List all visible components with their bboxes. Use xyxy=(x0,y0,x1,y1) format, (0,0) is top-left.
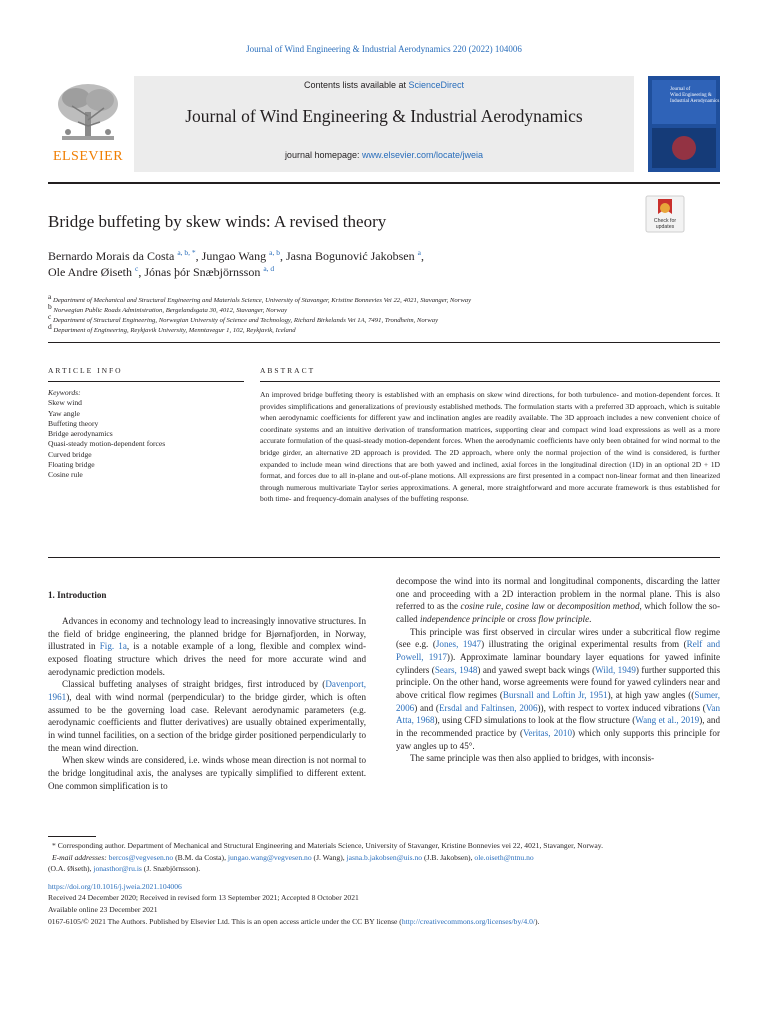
citation-link[interactable]: Fig. 1a xyxy=(99,641,127,652)
author-name: , Jónas þór Snæbjörnsson xyxy=(138,265,264,279)
author-affil-link[interactable]: a xyxy=(417,248,421,257)
email-line-1 xyxy=(48,852,720,864)
author-name: , Jasna Bogunović Jakobsen xyxy=(279,249,418,263)
citation-link[interactable]: Wild, 1949 xyxy=(595,664,636,675)
journal-homepage-link[interactable]: www.elsevier.com/locate/jweia xyxy=(362,150,484,160)
journal-title: Journal of Wind Engineering & Industrial Aerodynamics xyxy=(185,106,583,126)
abstract-text: An improved bridge buffeting theory is established with an emphasis on skew wind directions, for both turbulence- and motion-dependent forces. It provides simplifications and generalizations of previously established methods. The formulation starts with a preferred 3D approach, which is suitable when aerodynamic coefficients for different yaw and inclination angles are readily available. The 3D approach includes a new convenient choice of coordinate systems and an intuitive derivation of transformation matrices, supporting clear and compact wind load expressions as well as a more accurate formulation of the quasi-steady motion-dependent forces. When the aerodynamic coefficients have only been obtained for wind normal to the bridge girder, an alternative 2D approach is provided. The 2D approach, where only the normal projection of the wind is considered, is further expanded to include mean wind directions that are both yawed and inclined, axial forces in the longitudinal direction (1D) in an optional 2D + 1D format, and forces due to all in-plane and out-of-plane motions. All expressions are first presented in a compact non-linear format and then linearized through numerous multivariate Taylor series approximations. A general, more straightforward and more accurate framework is thus established for both time- and frequency-domain analyses of the buffeting response. xyxy=(260,390,720,504)
body-paragraph: decompose the wind into its normal and longitudinal components, discarding the latter one and proceeding with a 2D interaction problem in the normal plane. This is also referred to as the cosine rule, cosine law or decomposition method, which follow the so-called independence principle or cross flow principle. xyxy=(396,576,721,624)
citation-link[interactable]: Veritas, 2010 xyxy=(523,727,572,738)
email-owner: (J. Wang), xyxy=(311,852,347,862)
author-name: Bernardo Morais da Costa xyxy=(48,249,178,263)
license-link[interactable]: http://creativecommons.org/licenses/by/4.0/ xyxy=(401,916,535,926)
affiliation-rule xyxy=(48,342,720,343)
email-owner: (J. Snæbjörnsson). xyxy=(141,864,201,874)
cover-title-line-1: Journal of xyxy=(670,87,691,92)
homepage-line xyxy=(134,150,634,160)
body-paragraph: This principle was first observed in circular wires under a subcritical flow regime (see e.g. (Jones, 1947) illustrating the original experimental results from (Relf and Powell, 1917)). Approximate laminar boundary layer equations for yawed infinite cylinders (Sears, 1948) and yawed swept back wings (Wild, 1949) further supported this principle. On the other hand, worse agreements were found for yawed cylinders near and above critical flow regimes (Bursnall and Loftin Jr, 1951), at high yaw angles ((Sumer, 2006) and (Ersdal and Faltinsen, 2006)), with respect to vortex induced vibrations (Van Atta, 1968), using CFD simulations to look at the flow structure (Wang et al., 2019), and in the recommended practice by (Veritas, 2010) which only supports this principle for yaw angles up to 45°. xyxy=(396,626,720,751)
body-column-left xyxy=(48,615,366,792)
author-affil-link[interactable]: a, b, * xyxy=(177,248,196,257)
author-name: , Jungao Wang xyxy=(195,249,270,263)
author-list-line-2 xyxy=(48,264,274,280)
email-link[interactable]: jasna.b.jakobsen@uis.no xyxy=(346,852,423,862)
sciencedirect-link[interactable]: ScienceDirect xyxy=(408,80,465,90)
citation-link[interactable]: Relf and Powell, 1917 xyxy=(396,639,720,662)
email-link[interactable]: jonasthor@ru.is xyxy=(93,864,142,874)
keyword-item: Yaw angle xyxy=(48,408,80,418)
citation-link[interactable]: Davenport, 1961 xyxy=(48,679,366,702)
available-online-date: Available online 23 December 2021 xyxy=(48,904,158,914)
author-affil-link[interactable]: a, b xyxy=(269,248,280,257)
citation-link[interactable]: Sears, 1948 xyxy=(434,664,478,675)
affiliation-marker: b xyxy=(48,302,52,311)
body-column-right xyxy=(396,575,720,765)
contents-line xyxy=(134,80,634,90)
article-info-heading: ARTICLE INFO xyxy=(48,366,123,375)
keyword-item: Cosine rule xyxy=(48,470,83,480)
affiliation-marker: c xyxy=(48,312,52,321)
affiliation-text: Norwegian Public Roads Administration, Bergelandsgata 30, 4012, Stavanger, Norway xyxy=(51,307,288,315)
banner-center-panel xyxy=(134,76,634,172)
abstract-heading: ABSTRACT xyxy=(260,366,316,375)
citation-link[interactable]: Van Atta, 1968 xyxy=(396,702,720,726)
abstract-rule xyxy=(260,381,720,382)
citation-link[interactable]: Ersdal and Faltinsen, 2006 xyxy=(438,702,538,713)
received-dates: Received 24 December 2020; Received in revised form 13 September 2021; Accepted 8 October 2021 xyxy=(48,893,359,903)
license-line xyxy=(48,916,720,928)
article-title: Bridge buffeting by skew winds: A revised theory xyxy=(48,212,387,231)
emphasized-term: cross flow principle xyxy=(517,613,590,624)
keyword-item: Curved bridge xyxy=(48,449,92,459)
corresponding-author-note: * Corresponding author. Department of Mechanical and Structural Engineering and Materials Science, University of Stavanger, Kristine Bonnevies vei 22, 4021, Stavanger, Norway. xyxy=(52,841,603,850)
footnotes xyxy=(48,840,720,927)
body-paragraph: Advances in economy and technology lead to increasingly innovative structures. In the field of bridge engineering, the planned bridge for Bjørnafjorden, in Norway, illustrated in Fig. 1a, is a notable example of a long, flexible and complex wind-exposed floating structure which drives the need for more accurate wind and aerodynamic prediction models. xyxy=(48,616,366,677)
citation-link[interactable]: Jones, 1947 xyxy=(435,639,482,650)
author-name: Ole Andre Øiseth xyxy=(48,265,135,279)
email-link[interactable]: bercos@vegvesen.no xyxy=(108,852,174,862)
keywords-list xyxy=(48,388,244,481)
license-suffix: ). xyxy=(534,916,540,926)
crossmark-label-1: Check for xyxy=(653,218,677,224)
journal-banner xyxy=(48,76,720,172)
keyword-item: Quasi-steady motion-dependent forces xyxy=(48,439,166,449)
citation-link[interactable]: Wang et al., 2019 xyxy=(635,715,700,726)
citation-link[interactable]: Sumer, 2006 xyxy=(396,689,720,713)
keywords-label: Keywords: xyxy=(48,388,81,397)
article-info-rule xyxy=(48,381,244,382)
email-owner: (O.A. Øiseth), xyxy=(48,864,94,874)
email-owner: (B.M. da Costa), xyxy=(173,852,228,862)
abstract-bottom-rule xyxy=(48,557,720,558)
homepage-prefix: journal homepage: xyxy=(284,150,362,160)
journal-cover-thumbnail[interactable] xyxy=(648,76,720,172)
contents-prefix: Contents lists available at xyxy=(303,80,409,90)
author-separator: , xyxy=(420,249,424,263)
emphasized-term: cosine rule xyxy=(460,601,501,612)
author-list-line-1 xyxy=(48,248,424,264)
email-link[interactable]: jungao.wang@vegvesen.no xyxy=(227,852,312,862)
crossmark-label-2: updates xyxy=(655,224,675,230)
journal-citation-link[interactable]: Journal of Wind Engineering & Industrial Aerodynamics 220 (2022) 104006 xyxy=(246,44,522,54)
section-heading-introduction: 1. Introduction xyxy=(48,590,107,600)
email-owner: (J.B. Jakobsen), xyxy=(422,852,475,862)
cover-title-line-2: Wind Engineering & xyxy=(670,93,712,98)
emphasized-term: cosine law xyxy=(505,601,545,612)
keyword-item: Buffeting theory xyxy=(48,418,99,428)
emphasized-term: decomposition method xyxy=(557,601,640,612)
keyword-item: Skew wind xyxy=(48,398,82,408)
emphasized-term: independence principle xyxy=(419,613,506,624)
affiliation-marker: a xyxy=(48,292,52,301)
cover-title-line-3: Industrial Aerodynamics xyxy=(670,99,720,104)
email-line-2 xyxy=(48,863,720,875)
footnote-rule xyxy=(48,836,96,837)
banner-rule xyxy=(48,182,720,184)
affiliation-text: Department of Engineering, Reykjavik University, Menntavegur 1, 102, Reykjavik, Iceland xyxy=(51,327,296,335)
email-label: E-mail addresses: xyxy=(52,852,109,862)
author-affil-link[interactable]: c xyxy=(134,264,139,273)
email-link[interactable]: ole.oiseth@ntnu.no xyxy=(474,852,534,862)
author-affil-link[interactable]: a, d xyxy=(263,264,275,273)
doi-link[interactable]: https://doi.org/10.1016/j.jweia.2021.104006 xyxy=(48,881,182,891)
affiliation-d xyxy=(48,322,296,334)
affiliation-marker: d xyxy=(48,322,52,331)
body-paragraph: When skew winds are considered, i.e. winds whose mean direction is not normal to the bridge longitudinal axis, the analyses are typically simplified to different extent. One common simplification is to xyxy=(48,755,366,791)
citation-link[interactable]: Bursnall and Loftin Jr, 1951 xyxy=(502,689,608,700)
body-paragraph: The same principle was then also applied to bridges, with inconsis- xyxy=(410,753,655,764)
check-for-updates-icon[interactable] xyxy=(645,195,685,233)
elsevier-wordmark: ELSEVIER xyxy=(52,149,124,164)
keyword-item: Bridge aerodynamics xyxy=(48,429,113,439)
license-text: 0167-6105/© 2021 The Authors. Published by Elsevier Ltd. This is an open access article under the CC BY license ( xyxy=(48,916,402,926)
keyword-item: Floating bridge xyxy=(48,460,95,470)
affiliation-text: Department of Mechanical and Structural Engineering and Materials Science, University of Stavanger, Kristine Bonnevies Vei 22, 4021, Stavanger, Norway xyxy=(51,297,472,305)
body-paragraph: Classical buffeting analyses of straight bridges, first introduced by (Davenport, 1961), deal with wind normal (perpendicular) to the bridge girder, which is often assumed to be the governing load case. Relevant aerodynamic parameters (e.g. aerodynamic coefficients and flutter derivatives) are usually obtained experimentally, in wind tunnel facilities, on a section of the bridge girder positioned perpendicularly to the mean wind direction. xyxy=(48,679,366,753)
affiliation-text: Department of Structural Engineering, Norwegian University of Science and Technology, Richard Birkelands Vei 1A, 7491, Trondheim, Norway xyxy=(51,317,439,325)
